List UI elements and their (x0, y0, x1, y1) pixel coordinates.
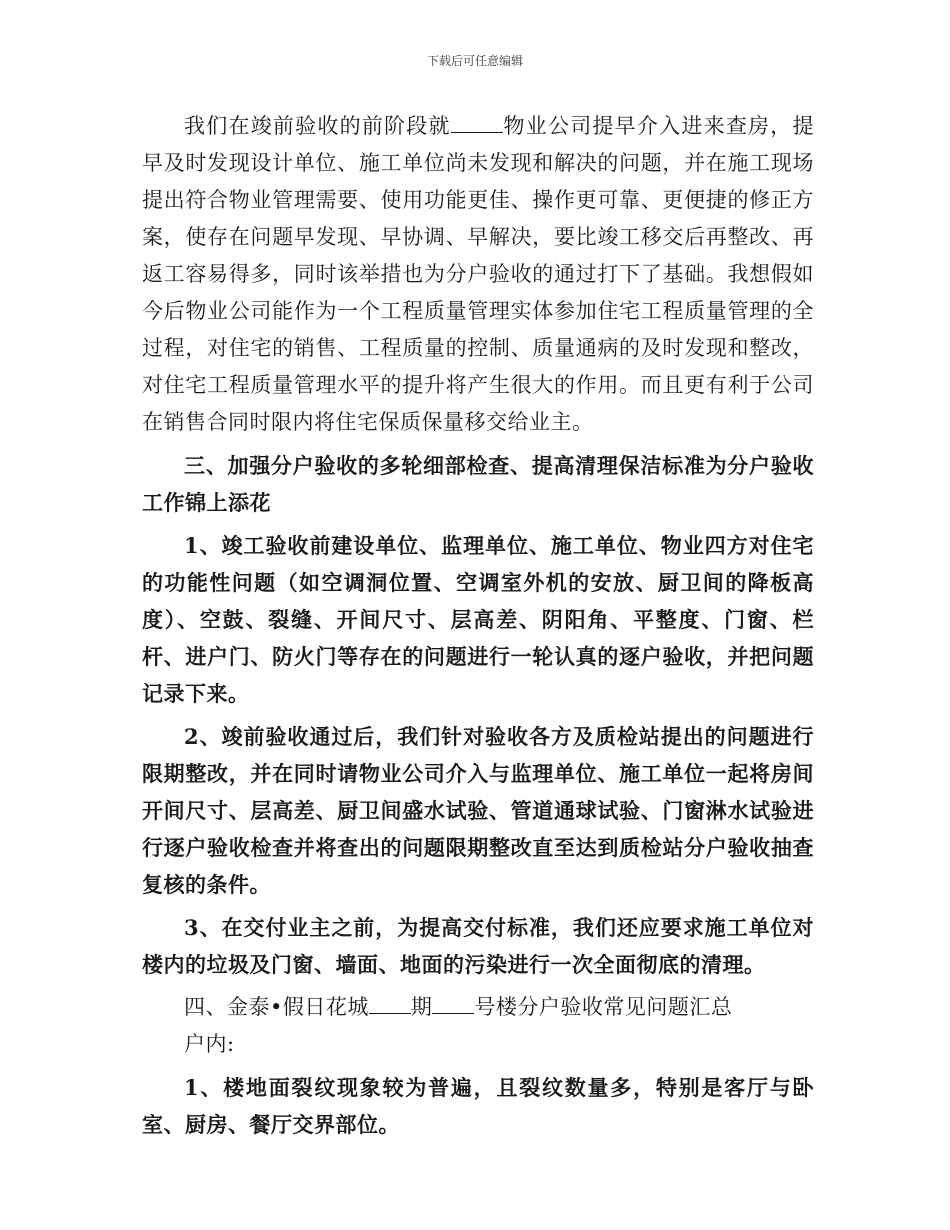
section-4-heading-part3: 号楼分户验收常见问题汇总 (474, 995, 733, 1019)
section-4-heading-part2: 期 (410, 995, 433, 1019)
paragraph-intro-rest: 物业公司提早介入进来查房，提早及时发现设计单位、施工单位尚未发现和解决的问题，并在施工现场提出符合物业管理需要、使用功能更佳、操作更可靠、更便捷的修正方案，使存在问题早发现、早协调、早解决，要比竣工移交后再整改、再返工容易得多，同时该举措也为分户验收的通过打下了基础。我想假如今后物业公司能作为一个工程质量管理实体参加住宅工程质量管理的全过程，对住宅的销售、工程质量的控制、质量通病的及时发现和整改，对住宅工程质量管理水平的提升将产生很大的作用。而且更有利于公司在销售合同时限内将住宅保质保量移交给业主。 (142, 114, 815, 434)
list-item-1: 1、竣工验收前建设单位、监理单位、施工单位、物业四方对住宅的功能性问题（如空调洞位置、空调室外机的安放、厨卫间的降板高度）、空鼓、裂缝、开间尺寸、层高差、阴阳角、平整度、门窗、栏杆、进户门、防火门等存在的问题进行一轮认真的逐户验收，并把问题记录下来。 (142, 533, 814, 706)
list-item-indoor-1: 1、楼地面裂纹现象较为普遍，且裂纹数量多，特别是客厅与卧室、厨房、餐厅交界部位。 (142, 1075, 814, 1137)
list-item-2: 2、竣前验收通过后，我们针对验收各方及质检站提出的问题进行限期整改，并在同时请物业公司介入与监理单位、施工单位一起将房间开间尺寸、层高差、厨卫间盛水试验、管道通球试验、门窗淋水试验进行逐户验收检查并将查出的问题限期整改直至达到质检站分户验收抽查复核的条件。 (142, 724, 814, 897)
paragraph-intro (142, 108, 814, 441)
fill-in-blank (432, 997, 474, 1014)
document-body (142, 108, 814, 1143)
list-item-3: 3、在交付业主之前，为提高交付标准，我们还应要求施工单位对楼内的垃圾及门窗、墙面、地面的污染进行一次全面彻底的清理。 (142, 915, 814, 977)
section-4-heading (142, 989, 814, 1026)
paragraph-intro-start: 我们在竣前验收的前阶段就 (184, 114, 451, 138)
section-4-heading-part1: 四、金泰•假日花城 (184, 995, 369, 1019)
fill-in-blank (369, 997, 411, 1014)
fill-in-blank (451, 116, 503, 133)
section-3-heading: 三、加强分户验收的多轮细部检查、提高清理保洁标准为分户验收工作锦上添花 (142, 453, 814, 515)
indoor-label: 户内: (184, 1032, 235, 1056)
page-header-note: 下载后可任意编辑 (426, 54, 523, 68)
